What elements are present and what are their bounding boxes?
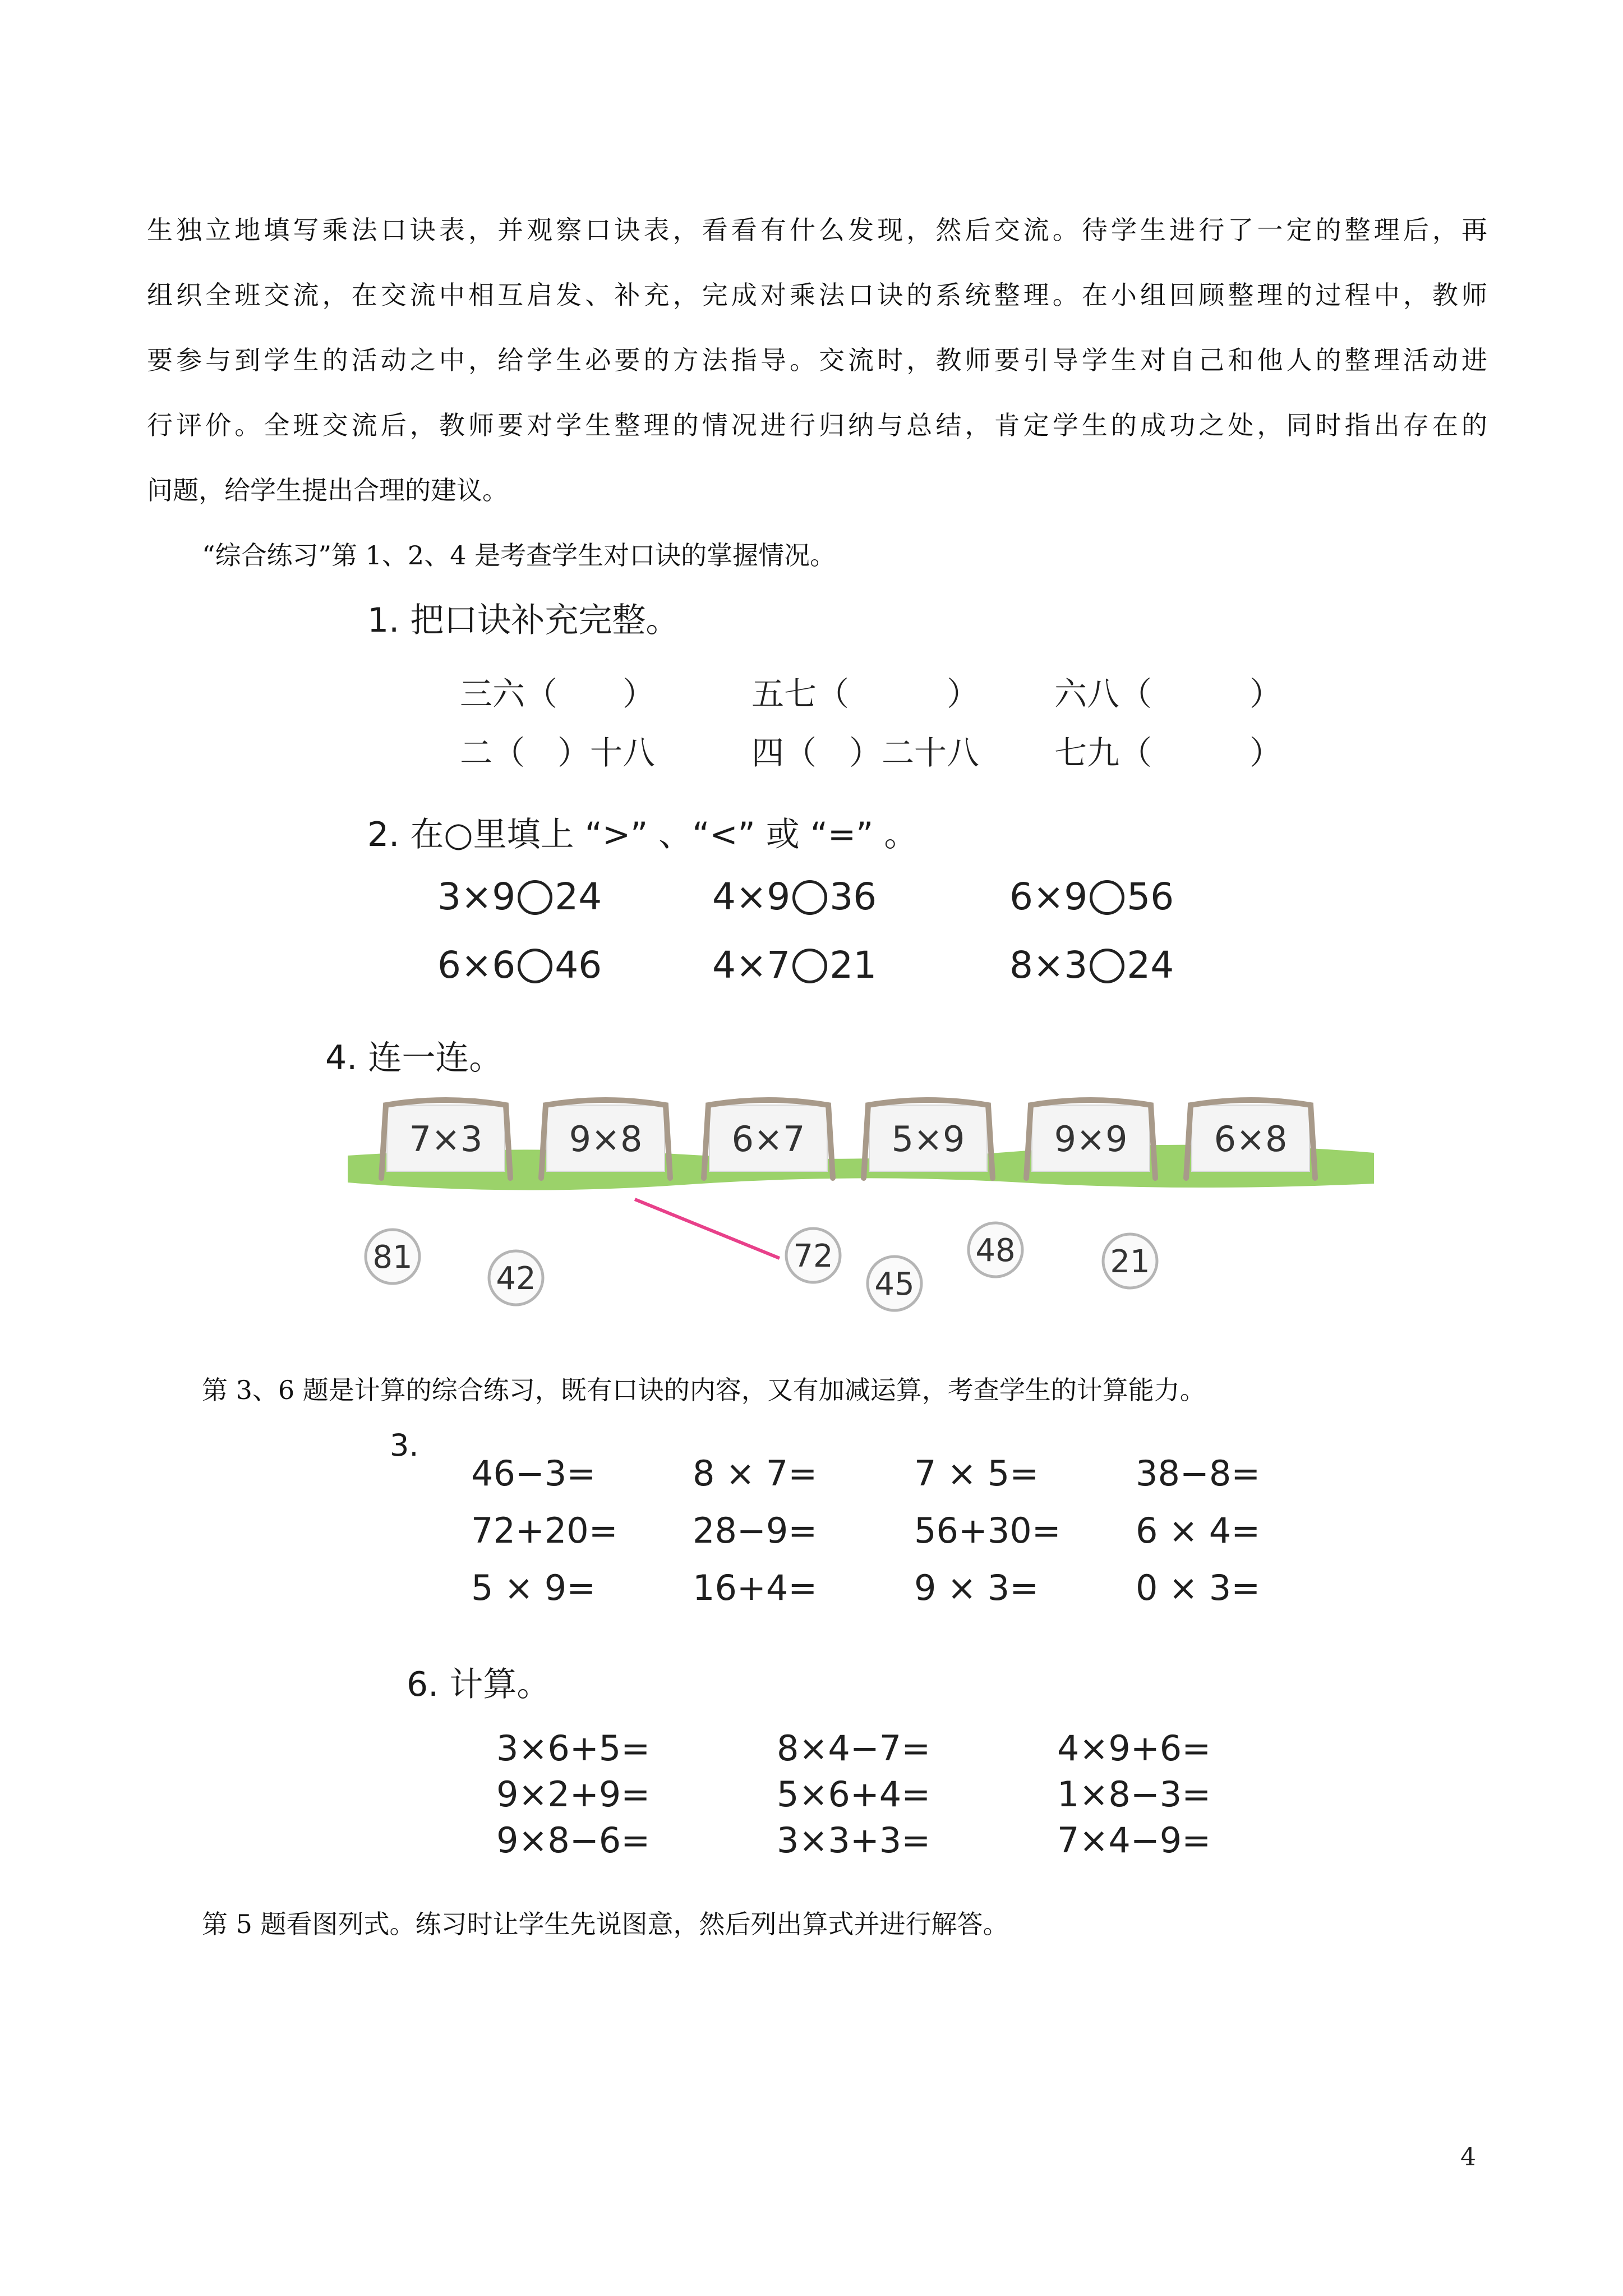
- ball: [868, 1257, 921, 1310]
- calc-item: 16+4=: [693, 1567, 818, 1608]
- goal-label: 9×8: [569, 1119, 643, 1159]
- ball: [969, 1223, 1022, 1277]
- calc-item: 8×4−7=: [777, 1728, 931, 1769]
- note-1: “综合练习”第 1、2、4 是考查学生对口诀的掌握情况。: [202, 540, 836, 570]
- compare-item: 8×3 24: [1009, 944, 1174, 987]
- calc-item: 3×3+3=: [777, 1820, 931, 1861]
- paragraph-line: 要参与到学生的活动之中，给学生必要的方法指导。交流时，教师要引导学生对自己和他人的整理活动进: [147, 345, 1487, 375]
- exercise-2-title: 2. 在○里填上 “>” 、“<” 或 “=” 。: [367, 815, 918, 854]
- calc-item: 5 × 9=: [471, 1567, 596, 1608]
- goal-label: 6×7: [731, 1119, 805, 1159]
- calc-item: 56+30=: [914, 1510, 1061, 1551]
- calc-item: 4×9+6=: [1057, 1728, 1211, 1769]
- matching-illustration: [348, 1088, 1374, 1324]
- note-3: 第 5 题看图列式。练习时让学生先说图意，然后列出算式并进行解答。: [202, 1909, 1009, 1939]
- calc-item: 3×6+5=: [496, 1728, 651, 1769]
- goal: [1026, 1100, 1155, 1178]
- answer-circle: [792, 880, 827, 915]
- answer-circle: [518, 880, 552, 915]
- calc-item: 5×6+4=: [777, 1774, 931, 1815]
- exercise-1-title: 1. 把口诀补充完整。: [367, 601, 680, 640]
- exercise-6-title: 6. 计算。: [407, 1665, 551, 1704]
- answer-circle: [1090, 880, 1124, 915]
- ball: [786, 1228, 840, 1282]
- koujue-item: 五七（ ）: [751, 675, 980, 713]
- calc-item: 9×2+9=: [496, 1774, 651, 1815]
- calc-item: 6 × 4=: [1136, 1510, 1261, 1551]
- ball-label: 81: [372, 1239, 413, 1276]
- calc-item: 9 × 3=: [914, 1567, 1039, 1608]
- goal-label: 9×9: [1054, 1119, 1128, 1159]
- calc-item: 28−9=: [693, 1510, 818, 1551]
- page-number: 4: [1460, 2143, 1476, 2171]
- calc-item: 8 × 7=: [693, 1453, 818, 1494]
- goal-label: 6×8: [1214, 1119, 1288, 1159]
- intro-paragraph: [147, 197, 1487, 523]
- paragraph-line: 生独立地填写乘法口诀表，并观察口诀表，看看有什么发现，然后交流。待学生进行了一定的整理后，再: [147, 215, 1487, 245]
- compare-item: 6×9 56: [1009, 875, 1174, 918]
- answer-circle: [518, 949, 552, 983]
- paragraph-line: 行评价。全班交流后，教师要对学生整理的情况进行归纳与总结，肯定学生的成功之处，同时指出存在的: [147, 410, 1487, 440]
- calc-item: 7×4−9=: [1057, 1820, 1211, 1861]
- paragraph-line: 组织全班交流，在交流中相互启发、补充，完成对乘法口诀的系统整理。在小组回顾整理的过程中，教师: [147, 280, 1487, 310]
- goal: [1186, 1100, 1315, 1178]
- ball: [489, 1251, 543, 1305]
- calc-item: 46−3=: [471, 1453, 596, 1494]
- goal: [864, 1100, 993, 1178]
- koujue-item: 六八（ ）: [1054, 675, 1283, 713]
- connector-line: [635, 1199, 780, 1258]
- goal: [541, 1100, 670, 1178]
- koujue-item: 三六（ ）: [460, 675, 656, 713]
- calc-item: 1×8−3=: [1057, 1774, 1211, 1815]
- exercise-3-title: 3.: [390, 1428, 419, 1463]
- paragraph-line: 问题，给学生提出合理的建议。: [147, 475, 508, 505]
- ball-label: 72: [793, 1238, 833, 1274]
- answer-circle: [792, 949, 827, 983]
- koujue-item: 二（ ）十八: [460, 734, 656, 772]
- ball-label: 21: [1110, 1244, 1150, 1280]
- goal: [381, 1100, 510, 1178]
- compare-item: 6×6 46: [437, 944, 602, 987]
- calc-item: 0 × 3=: [1136, 1567, 1261, 1608]
- answer-circle: [1090, 949, 1124, 983]
- exercise-4-title: 4. 连一连。: [325, 1038, 503, 1078]
- koujue-item: 七九（ ）: [1054, 734, 1283, 772]
- balls-group: [366, 1223, 1157, 1310]
- ball-label: 45: [874, 1266, 915, 1303]
- compare-item: 4×7 21: [712, 944, 877, 987]
- compare-item: 3×9 24: [437, 875, 602, 918]
- calc-item: 72+20=: [471, 1510, 618, 1551]
- goal-label: 5×9: [891, 1119, 965, 1159]
- goal-label: 7×3: [409, 1119, 483, 1159]
- calc-item: 9×8−6=: [496, 1820, 651, 1861]
- compare-item: 4×9 36: [712, 875, 877, 918]
- goal: [704, 1100, 833, 1178]
- note-2: 第 3、6 题是计算的综合练习，既有口诀的内容，又有加减运算，考查学生的计算能力。: [202, 1375, 1206, 1405]
- koujue-item: 四（ ）二十八: [751, 734, 980, 772]
- calc-item: 7 × 5=: [914, 1453, 1039, 1494]
- calc-item: 38−8=: [1136, 1453, 1261, 1494]
- ball-label: 42: [496, 1260, 536, 1297]
- ball-label: 48: [975, 1232, 1016, 1269]
- ball: [366, 1230, 419, 1283]
- ball: [1103, 1234, 1157, 1288]
